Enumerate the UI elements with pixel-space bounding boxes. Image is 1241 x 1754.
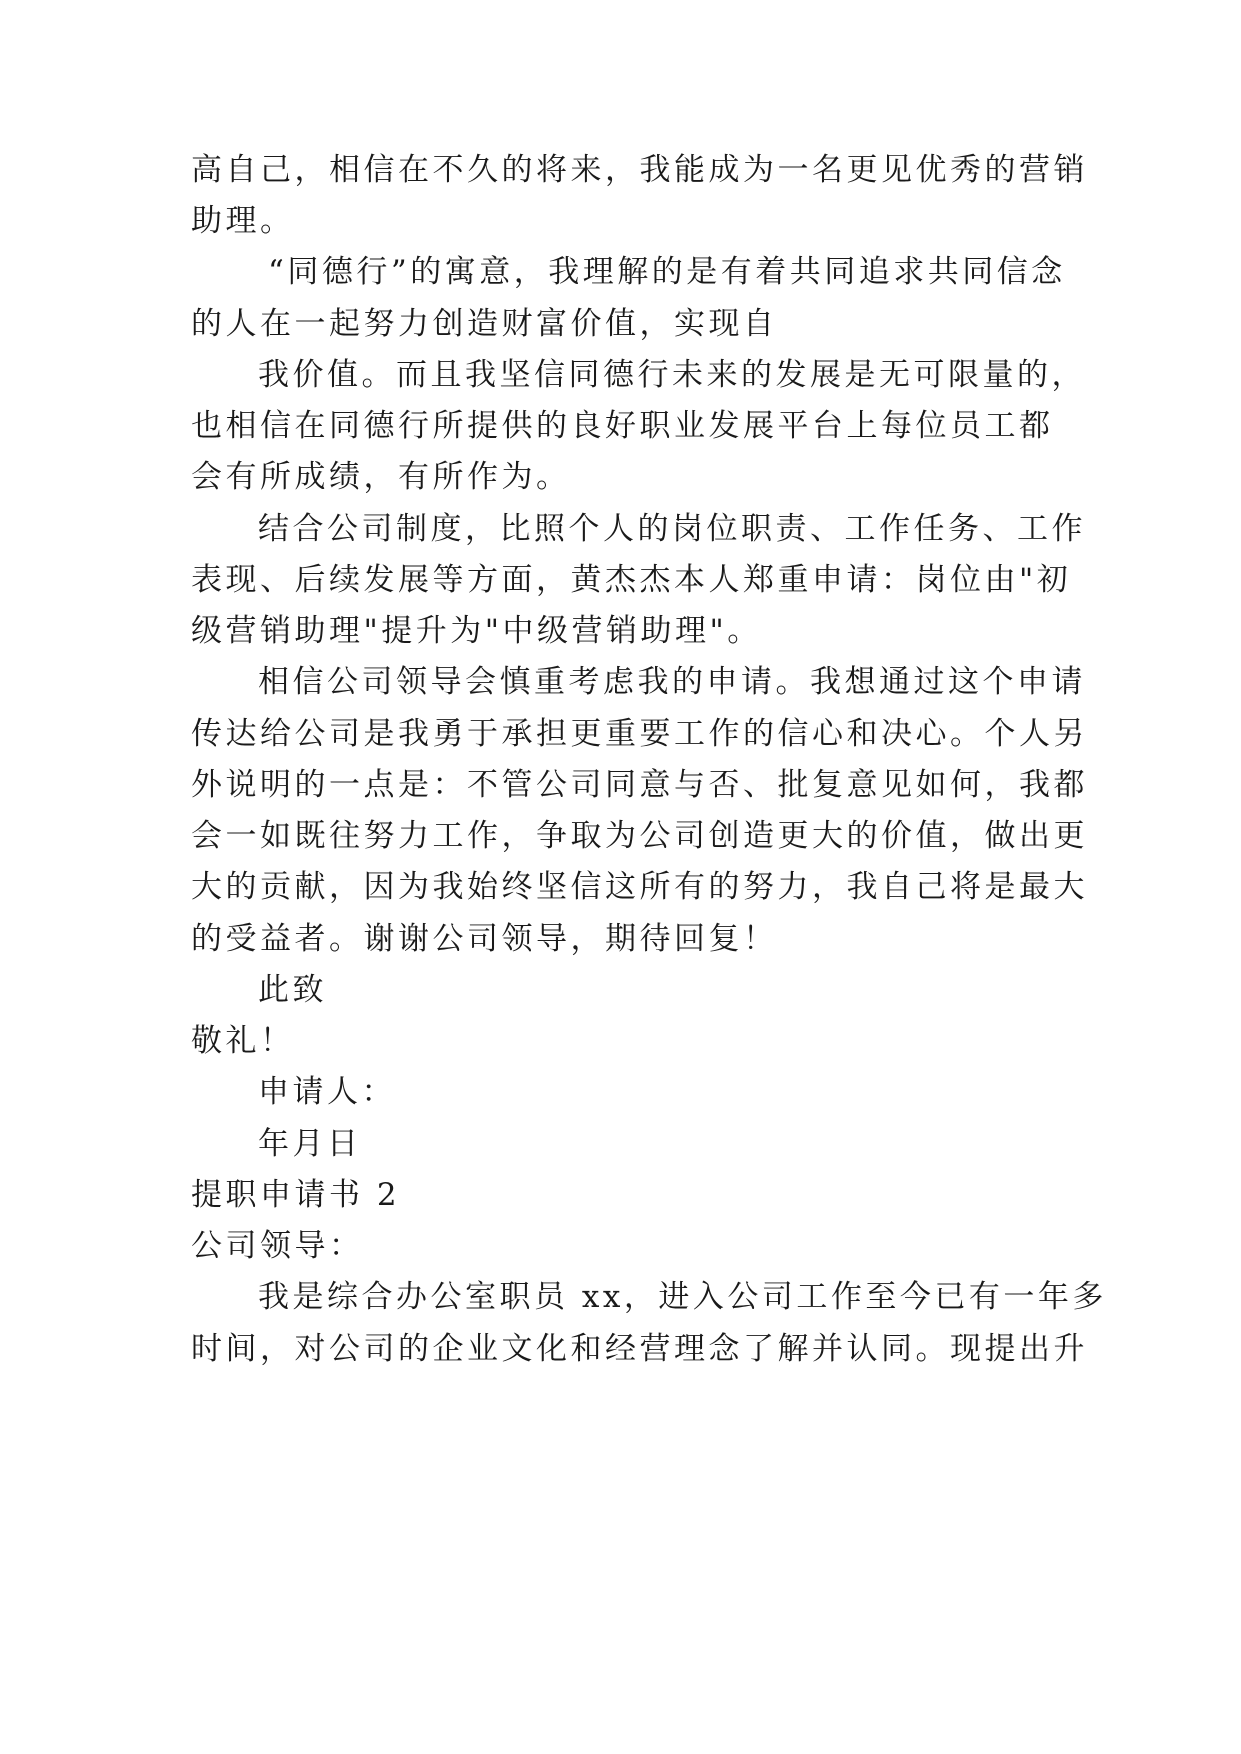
- paragraph-line: 助理。: [191, 203, 295, 239]
- paragraph-line: 外说明的一点是：不管公司同意与否、批复意见如何，我都: [191, 767, 1088, 803]
- closing-regards: 敬礼！: [191, 1023, 295, 1059]
- paragraph-line: 相信公司领导会慎重考虑我的申请。我想通过这个申请: [258, 664, 1086, 700]
- paragraph-line: 高自己，相信在不久的将来，我能成为一名更见优秀的营销: [191, 152, 1088, 188]
- paragraph-line: 的人在一起努力创造财富价值，实现自: [191, 306, 778, 342]
- closing-salutation: 此致: [258, 972, 327, 1008]
- paragraph-line: 级营销助理"提升为"中级营销助理"。: [191, 613, 762, 649]
- addressee: 公司领导：: [191, 1228, 364, 1264]
- paragraph-line: 时间，对公司的企业文化和经营理念了解并认同。现提出升: [191, 1331, 1088, 1367]
- paragraph-line: 表现、后续发展等方面，黄杰杰本人郑重申请：岗位由"初: [191, 562, 1072, 598]
- paragraph-line: 大的贡献，因为我始终坚信这所有的努力，我自己将是最大: [191, 869, 1088, 905]
- section-title: 提职申请书 2: [191, 1177, 401, 1213]
- paragraph-line: 我是综合办公室职员 xx，进入公司工作至今已有一年多: [258, 1279, 1107, 1315]
- paragraph-line: “同德行”的寓意，我理解的是有着共同追求共同信念: [268, 254, 1066, 290]
- paragraph-line: 会有所成绩，有所作为。: [191, 459, 571, 495]
- paragraph-line: 也相信在同德行所提供的良好职业发展平台上每位员工都: [191, 408, 1054, 444]
- paragraph-line: 会一如既往努力工作，争取为公司创造更大的价值，做出更: [191, 818, 1088, 854]
- paragraph-line: 传达给公司是我勇于承担更重要工作的信心和决心。个人另: [191, 716, 1088, 752]
- applicant-label: 申请人：: [258, 1074, 396, 1110]
- paragraph-line: 的受益者。谢谢公司领导，期待回复！: [191, 921, 778, 957]
- date-label: 年月日: [258, 1126, 362, 1162]
- paragraph-line: 我价值。而且我坚信同德行未来的发展是无可限量的，: [258, 357, 1086, 393]
- paragraph-line: 结合公司制度，比照个人的岗位职责、工作任务、工作: [258, 511, 1086, 547]
